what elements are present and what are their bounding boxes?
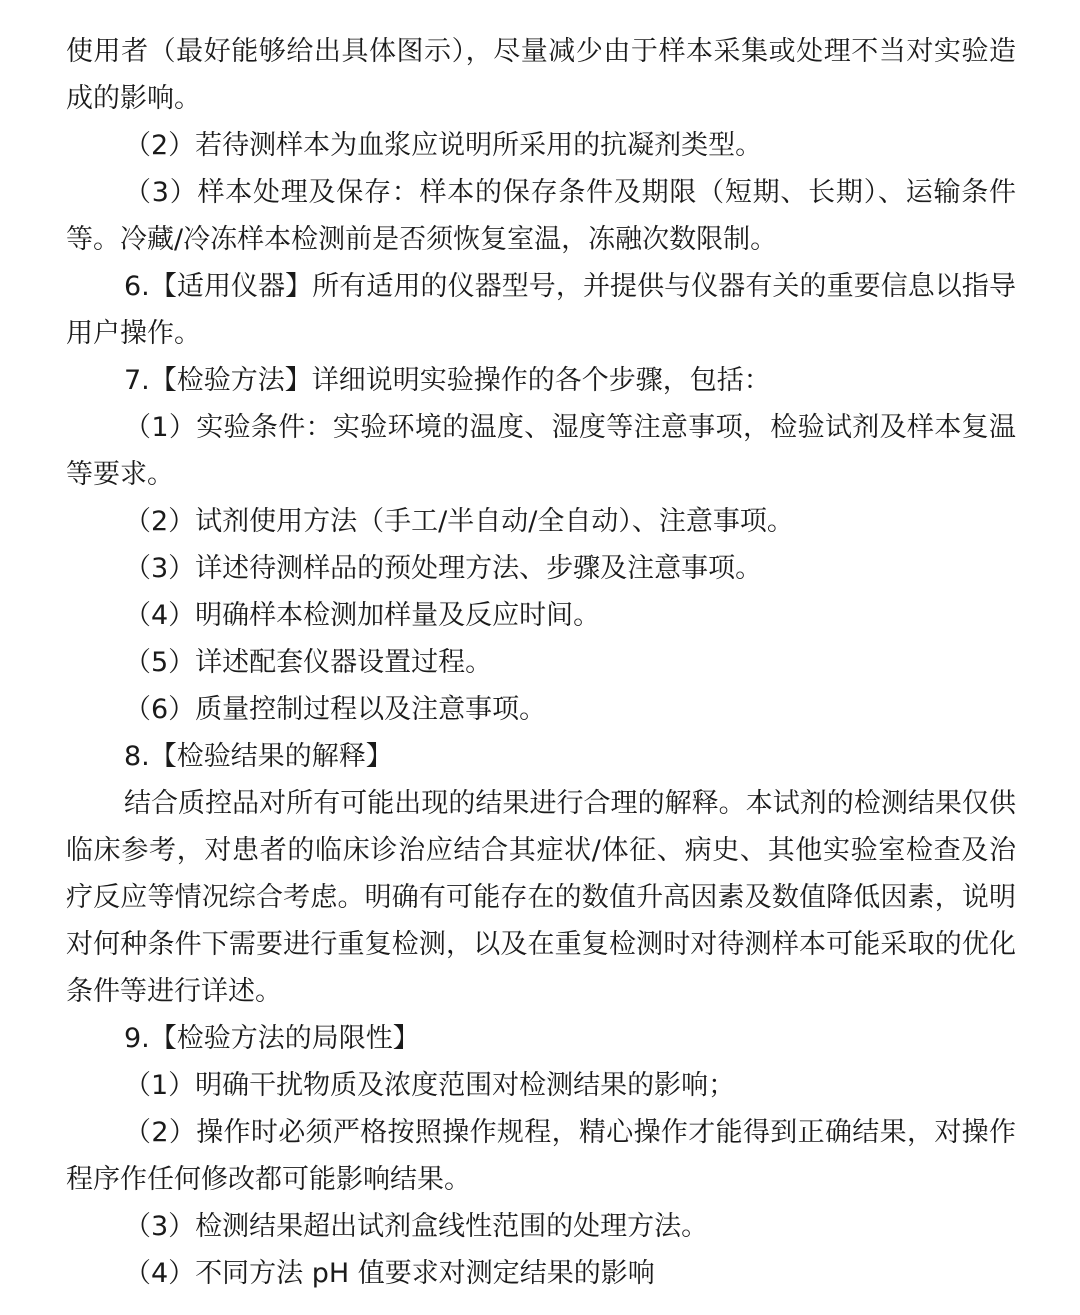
section-9-limitations: 9.【检验方法的局限性】 bbox=[124, 1023, 420, 1054]
paragraph-interpretation-body: 结合质控品对所有可能出现的结果进行合理的解释。本试剂的检测结果仅供临床参考，对患者的临床诊治应结合其症状/体征、病史、其他实验室检查及治疗反应等情况综合考虑。明确有可能存在的数值升高因素及数值降低因素，说明对何种条件下需要进行重复检测，以及在重复检测时对待测样本可能采取的优化条件等进行详述。 bbox=[66, 788, 1016, 1007]
paragraph-item-3-storage: （3）样本处理及保存：样本的保存条件及期限（短期、长期）、运输条件等。冷藏/冷冻样本检测前是否须恢复室温，冻融次数限制。 bbox=[66, 177, 1016, 255]
paragraph-item-1-interference: （1）明确干扰物质及浓度范围对检测结果的影响； bbox=[124, 1070, 736, 1101]
paragraph-item-4-sample-volume: （4）明确样本检测加样量及反应时间。 bbox=[124, 600, 601, 631]
paragraph-item-2-usage: （2）试剂使用方法（手工/半自动/全自动）、注意事项。 bbox=[124, 506, 794, 537]
paragraph-item-3-out-of-range: （3）检测结果超出试剂盒线性范围的处理方法。 bbox=[124, 1211, 709, 1242]
paragraph-item-6-quality-control: （6）质量控制过程以及注意事项。 bbox=[124, 694, 547, 725]
paragraph-item-3-pretreatment: （3）详述待测样品的预处理方法、步骤及注意事项。 bbox=[124, 553, 763, 584]
paragraph-item-2-anticoagulant: （2）若待测样本为血浆应说明所采用的抗凝剂类型。 bbox=[124, 130, 763, 161]
paragraph-item-1-conditions: （1）实验条件：实验环境的温度、湿度等注意事项，检验试剂及样本复温等要求。 bbox=[66, 412, 1016, 490]
paragraph-item-4-ph: （4）不同方法 pH 值要求对测定结果的影响 bbox=[124, 1258, 655, 1289]
paragraph-item-5-instrument-setup: （5）详述配套仪器设置过程。 bbox=[124, 647, 493, 678]
paragraph-item-2-procedure: （2）操作时必须严格按照操作规程，精心操作才能得到正确结果，对操作程序作任何修改都可能影响结果。 bbox=[66, 1117, 1016, 1195]
section-8-result-interpretation: 8.【检验结果的解释】 bbox=[124, 741, 393, 772]
section-7-methods: 7.【检验方法】详细说明实验操作的各个步骤，包括： bbox=[124, 365, 771, 396]
paragraph-continuation: 使用者（最好能够给出具体图示），尽量减少由于样本采集或处理不当对实验造成的影响。 bbox=[66, 36, 1016, 114]
section-6-instruments: 6.【适用仪器】所有适用的仪器型号，并提供与仪器有关的重要信息以指导用户操作。 bbox=[66, 271, 1016, 349]
